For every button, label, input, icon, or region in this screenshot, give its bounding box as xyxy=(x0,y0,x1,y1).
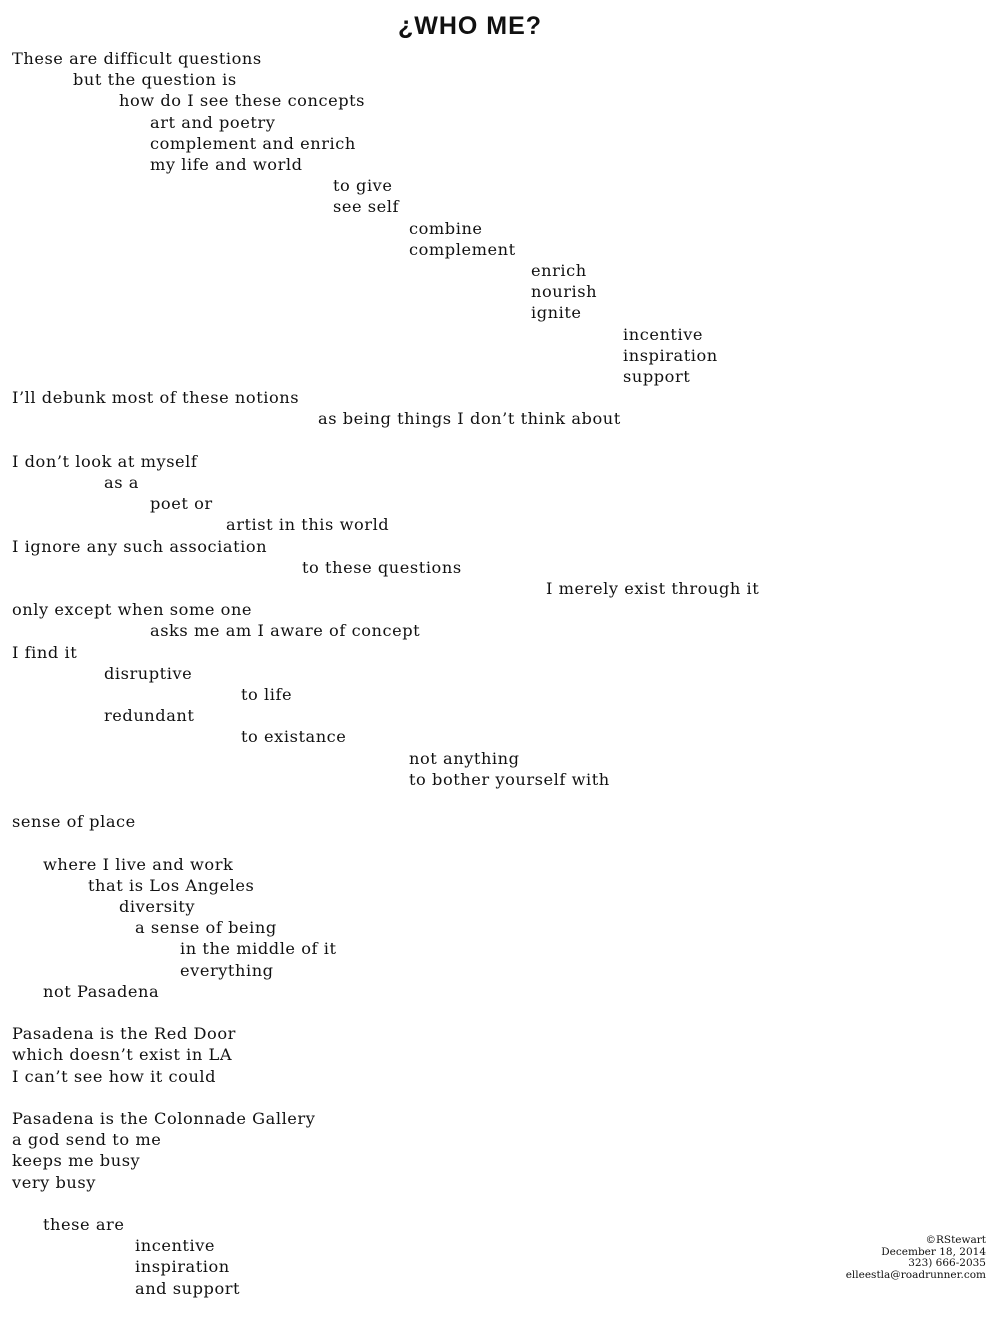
poem-line: inspiration xyxy=(135,1257,230,1277)
poem-line: not anything xyxy=(409,748,520,768)
poem-line: as being things I don’t think about xyxy=(318,409,621,429)
poem-line: Pasadena is the Colonnade Gallery xyxy=(12,1109,316,1128)
poem-line: complement and enrich xyxy=(150,133,356,153)
poem-line: asks me am I aware of concept xyxy=(150,621,421,641)
poem-line: nourish xyxy=(531,282,598,302)
poem-line: ignite xyxy=(531,303,582,323)
poem-line: diversity xyxy=(119,897,196,916)
poem-line: but the question is xyxy=(73,70,237,90)
poem-line: in the middle of it xyxy=(180,939,337,959)
poem-line: enrich xyxy=(531,261,587,280)
poem-line: combine xyxy=(409,218,483,238)
poem-line: sense of place xyxy=(12,812,136,832)
poem-line: I find it xyxy=(12,642,78,662)
poem-line: Pasadena is the Red Door xyxy=(12,1024,236,1044)
poem-line: keeps me busy xyxy=(12,1151,141,1171)
copyright-line: ©RStewart xyxy=(925,1234,986,1246)
poem-line: how do I see these concepts xyxy=(119,91,366,111)
poem-line: a sense of being xyxy=(135,918,277,938)
poem-line: only except when some one xyxy=(12,600,253,620)
poem-line: support xyxy=(623,367,691,386)
poem-line: to these questions xyxy=(302,557,462,577)
poem-line: disruptive xyxy=(104,663,193,683)
poem-line: redundant xyxy=(104,706,195,726)
email-line: elleestla@roadrunner.com xyxy=(845,1268,986,1281)
poem-line: and support xyxy=(135,1278,241,1298)
poem-line: that is Los Angeles xyxy=(88,875,255,895)
poem-line: where I live and work xyxy=(43,854,234,874)
poem-line: poet or xyxy=(150,494,213,514)
author-footer xyxy=(846,1235,986,1281)
poem-line: complement xyxy=(409,239,516,259)
poem-line: these are xyxy=(43,1215,125,1234)
poem-line: I merely exist through it xyxy=(546,579,760,598)
poem-line: I’ll debunk most of these notions xyxy=(12,388,300,408)
poem-line: I ignore any such association xyxy=(12,536,268,556)
poem-line: to existance xyxy=(241,727,347,747)
poem-line: which doesn’t exist in LA xyxy=(12,1045,233,1065)
poem-line: to give xyxy=(333,176,393,196)
poem-line: I can’t see how it could xyxy=(12,1066,217,1086)
poem-title: ¿WHO ME? xyxy=(397,12,543,40)
poem-line: very busy xyxy=(12,1172,96,1192)
poem-line: see self xyxy=(333,197,400,217)
poem-line: as a xyxy=(104,473,139,492)
poem-line: These are difficult questions xyxy=(12,49,262,68)
poem-line: incentive xyxy=(623,324,704,344)
poem-line: to bother yourself with xyxy=(409,769,610,789)
poem-line: artist in this world xyxy=(226,515,390,535)
poem-line: not Pasadena xyxy=(43,981,160,1001)
poem-line: my life and world xyxy=(150,155,303,174)
poem-line: a god send to me xyxy=(12,1130,162,1150)
poem-line: everything xyxy=(180,960,274,980)
poem-line: inspiration xyxy=(623,345,718,365)
poem-line: I don’t look at myself xyxy=(12,451,198,471)
poem-line: art and poetry xyxy=(150,112,276,132)
phone-line: 323) 666-2035 xyxy=(908,1257,986,1269)
poem-line: incentive xyxy=(135,1236,216,1256)
date-line: December 18, 2014 xyxy=(881,1245,986,1258)
poem-line: to life xyxy=(241,685,293,704)
